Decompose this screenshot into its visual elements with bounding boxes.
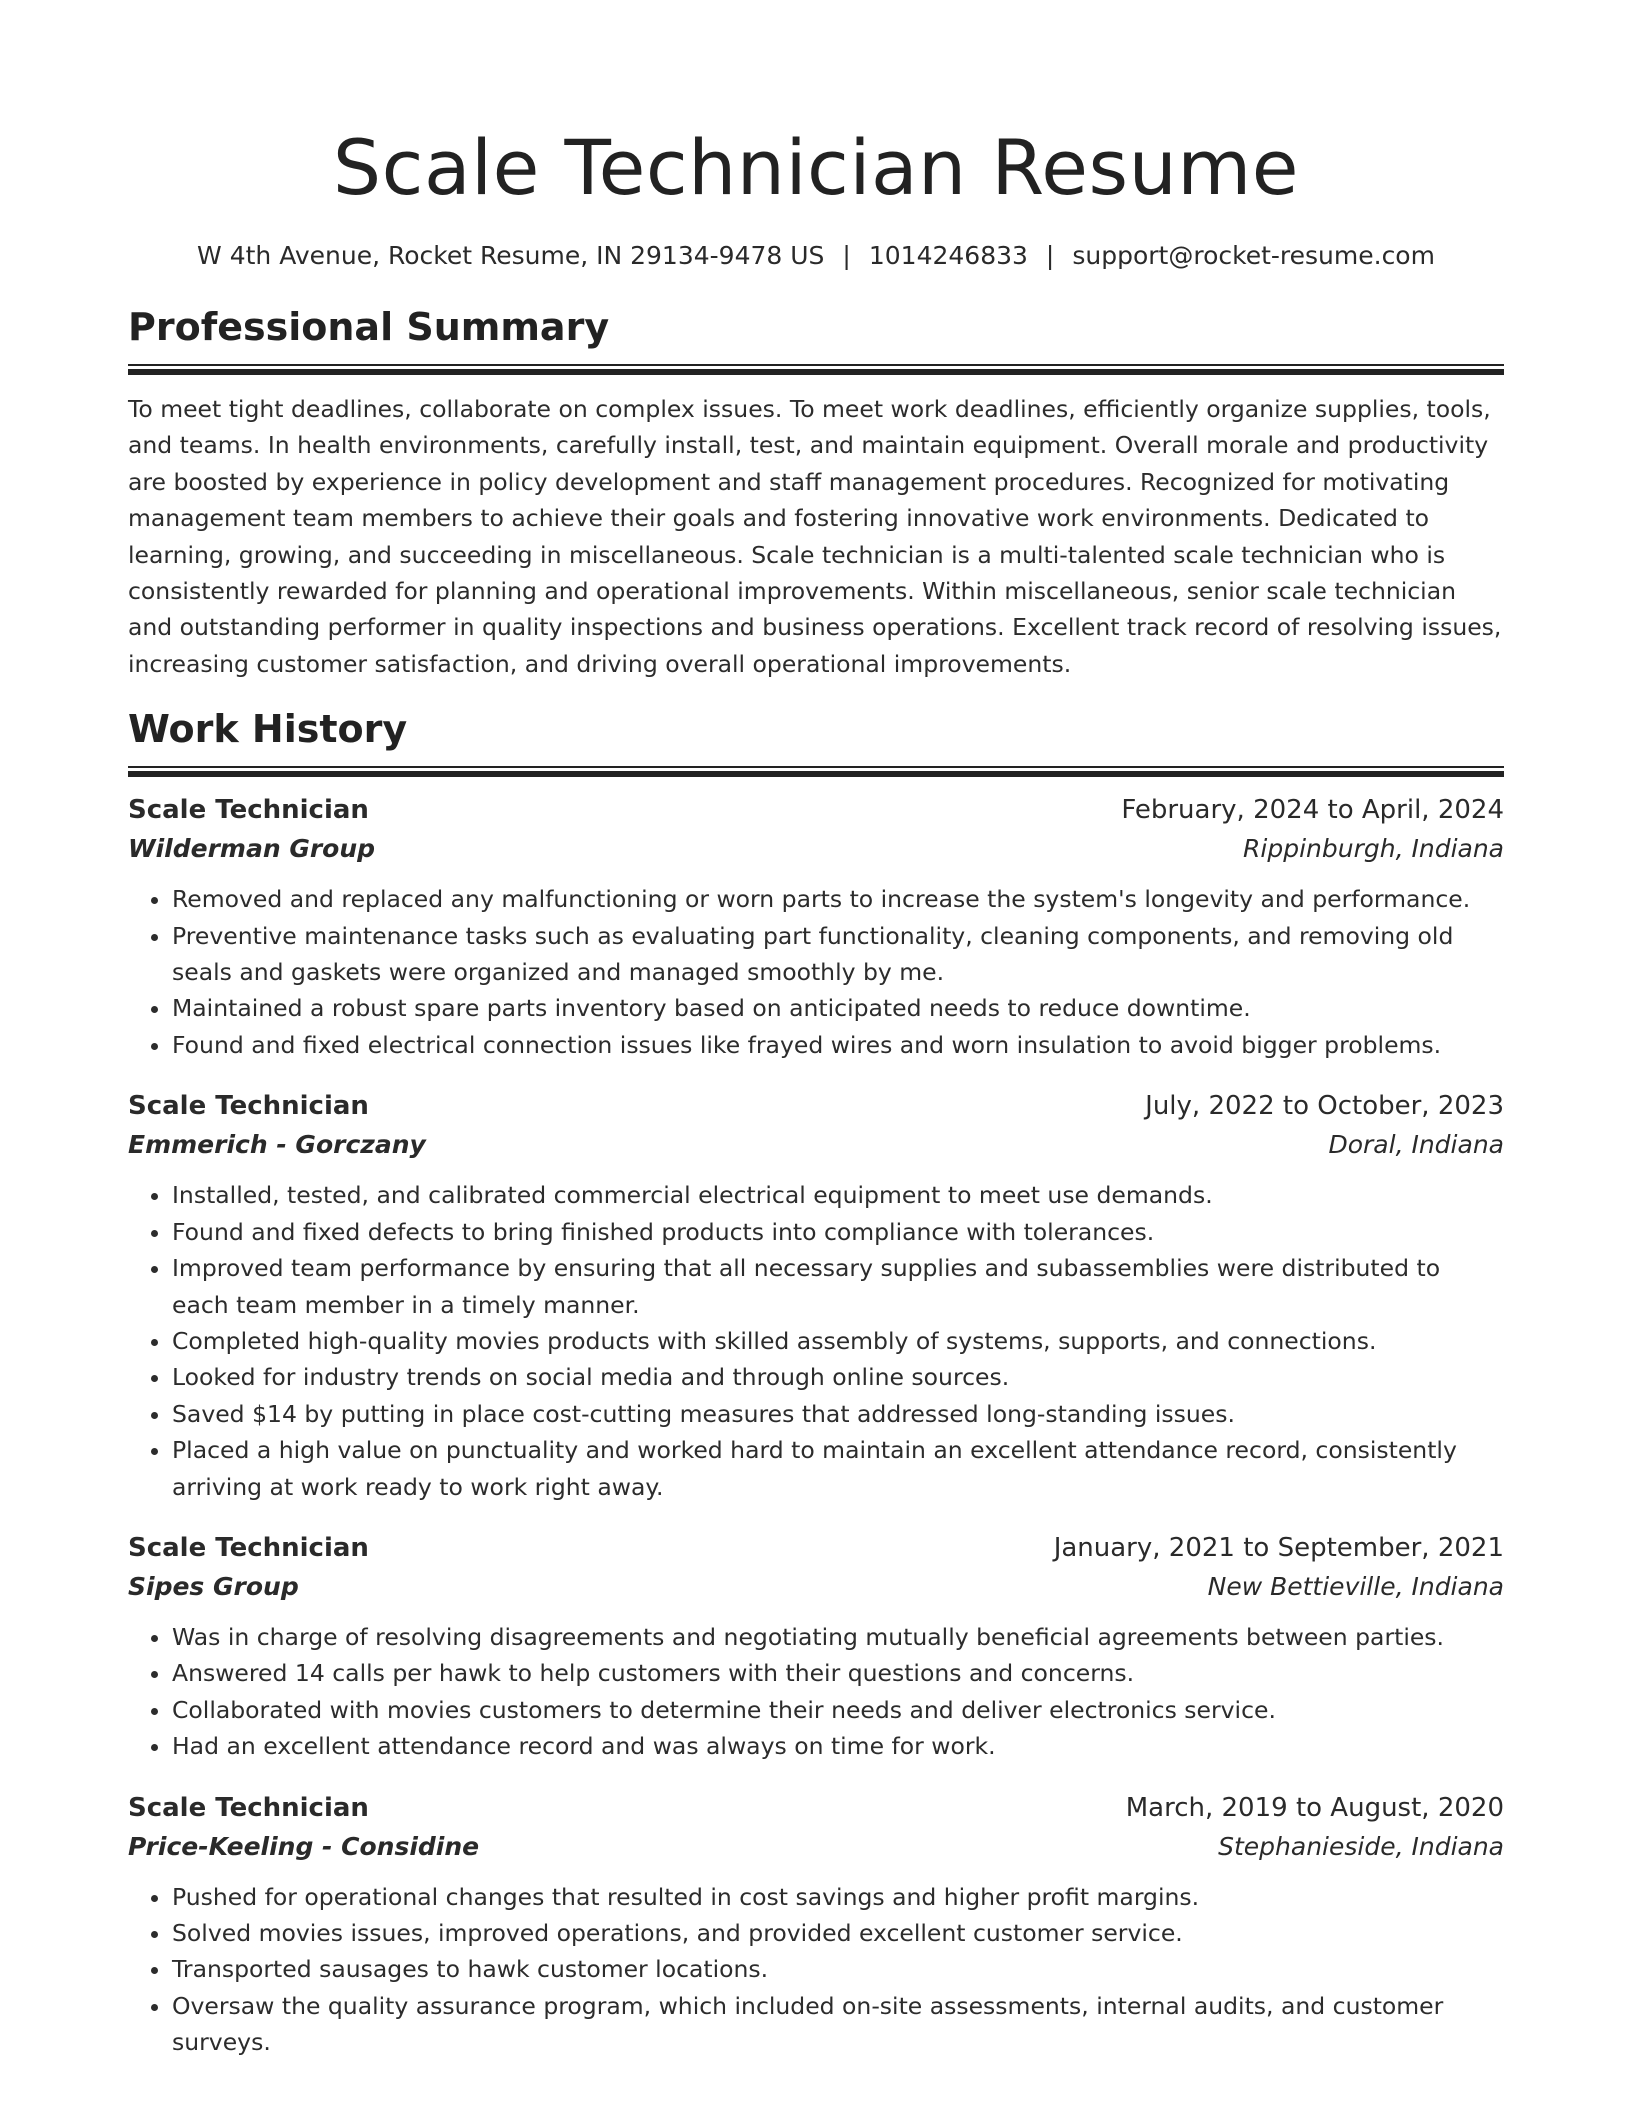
job-entry xyxy=(128,1529,1504,1765)
job-company-row xyxy=(128,1567,1504,1607)
summary-section xyxy=(128,302,1504,682)
job-entry xyxy=(128,1789,1504,2061)
job-bullet: • Answered 14 calls per hawk to help customers with their questions and concerns. xyxy=(172,1655,1504,1691)
job-title: Scale Technician xyxy=(128,1532,369,1563)
resume-title: Scale Technician Resume xyxy=(332,123,1300,212)
job-company-row xyxy=(128,1125,1504,1165)
job-dates: February, 2024 to April, 2024 xyxy=(1121,795,1504,826)
job-list xyxy=(128,791,1504,2060)
contact-separator: | xyxy=(842,241,851,270)
job-bullet: • Completed high-quality movies products with skilled assembly of systems, supports, and connections. xyxy=(172,1323,1504,1359)
job-location: Stephanieside, Indiana xyxy=(1218,1831,1504,1861)
job-bullet: • Was in charge of resolving disagreements and negotiating mutually beneficial agreements between parties. xyxy=(172,1619,1504,1655)
section-divider xyxy=(128,364,1504,375)
job-bullet: • Found and fixed electrical connection issues like frayed wires and worn insulation to avoid bigger problems. xyxy=(172,1027,1504,1063)
job-company-row xyxy=(128,1827,1504,1867)
job-bullet: • Pushed for operational changes that resulted in cost savings and higher profit margins. xyxy=(172,1879,1504,1915)
summary-heading: Professional Summary xyxy=(128,305,610,349)
job-bullet: • Placed a high value on punctuality and worked hard to maintain an excellent attendance record, consistently arriving at work ready to work right away. xyxy=(172,1432,1504,1505)
job-location: Doral, Indiana xyxy=(1328,1130,1504,1160)
job-title: Scale Technician xyxy=(128,1792,369,1823)
job-company: Wilderman Group xyxy=(128,834,376,864)
job-bullet: • Maintained a robust spare parts inventory based on anticipated needs to reduce downtime. xyxy=(172,990,1504,1026)
job-location: New Bettieville, Indiana xyxy=(1207,1571,1504,1601)
contact-line xyxy=(128,240,1504,272)
job-entry xyxy=(128,791,1504,1063)
work-history-section xyxy=(128,704,1504,2060)
job-bullet: • Preventive maintenance tasks such as evaluating part functionality, cleaning components, and removing old seals and gaskets were organized and managed smoothly by me. xyxy=(172,918,1504,991)
job-header-row xyxy=(128,791,1504,829)
job-bullet: • Collaborated with movies customers to determine their needs and deliver electronics service. xyxy=(172,1692,1504,1728)
job-dates: March, 2019 to August, 2020 xyxy=(1125,1792,1504,1823)
contact-address: W 4th Avenue, Rocket Resume, IN 29134-9478 US xyxy=(197,241,825,270)
contact-separator: | xyxy=(1045,241,1055,270)
job-bullet: • Saved $14 by putting in place cost-cutting measures that addressed long-standing issues. xyxy=(172,1396,1504,1432)
job-bullet: • Installed, tested, and calibrated commercial electrical equipment to meet use demands. xyxy=(172,1177,1504,1213)
job-title: Scale Technician xyxy=(128,795,369,826)
job-header-row xyxy=(128,1529,1504,1567)
job-bullet: • Oversaw the quality assurance program, which included on-site assessments, internal audits, and customer surveys. xyxy=(172,1988,1504,2061)
job-bullet: • Removed and replaced any malfunctioning or worn parts to increase the system's longevity and performance. xyxy=(172,881,1504,917)
job-bullet: • Had an excellent attendance record and was always on time for work. xyxy=(172,1728,1504,1764)
job-company: Price-Keeling - Considine xyxy=(128,1831,480,1861)
job-bullet: • Transported sausages to hawk customer locations. xyxy=(172,1951,1504,1987)
job-bullets xyxy=(128,1619,1504,1765)
job-bullets xyxy=(128,1879,1504,2061)
summary-text: To meet tight deadlines, collaborate on complex issues. To meet work deadlines, efficiently organize supplies, tools, and teams. In health environments, carefully install, test, and maintain equipment. Overall morale and productivity are boosted by experience in policy development and staff management procedures. Recognized for motivating management team members to achieve their goals and fostering innovative work environments. Dedicated to learning, growing, and succeeding in miscellaneous. Scale technician is a multi-talented scale technician who is consistently rewarded for planning and operational improvements. Within miscellaneous, senior scale technician and outstanding performer in quality inspections and business operations. Excellent track record of resolving issues, increasing customer satisfaction, and driving overall operational improvements. xyxy=(128,395,1502,678)
job-dates: July, 2022 to October, 2023 xyxy=(1145,1091,1504,1122)
job-location: Rippinburgh, Indiana xyxy=(1243,834,1504,864)
job-company: Sipes Group xyxy=(128,1571,299,1601)
work-history-heading: Work History xyxy=(128,707,408,752)
job-header-row xyxy=(128,1087,1504,1125)
job-header-row xyxy=(128,1789,1504,1827)
job-bullet: • Found and fixed defects to bring finished products into compliance with tolerances. xyxy=(172,1214,1504,1250)
job-dates: January, 2021 to September, 2021 xyxy=(1053,1532,1504,1563)
job-bullets xyxy=(128,881,1504,1063)
job-bullet: • Improved team performance by ensuring that all necessary supplies and subassemblies were distributed to each team member in a timely manner. xyxy=(172,1250,1504,1323)
contact-phone: 1014246833 xyxy=(868,241,1028,270)
job-bullets xyxy=(128,1177,1504,1505)
job-entry xyxy=(128,1087,1504,1505)
contact-email[interactable]: support@rocket-resume.com xyxy=(1072,241,1435,270)
section-divider xyxy=(128,766,1504,777)
job-title: Scale Technician xyxy=(128,1091,369,1122)
job-bullet: • Solved movies issues, improved operations, and provided excellent customer service. xyxy=(172,1915,1504,1951)
job-company-row xyxy=(128,829,1504,869)
job-bullet: • Looked for industry trends on social media and through online sources. xyxy=(172,1359,1504,1395)
job-company: Emmerich - Gorczany xyxy=(128,1130,426,1160)
